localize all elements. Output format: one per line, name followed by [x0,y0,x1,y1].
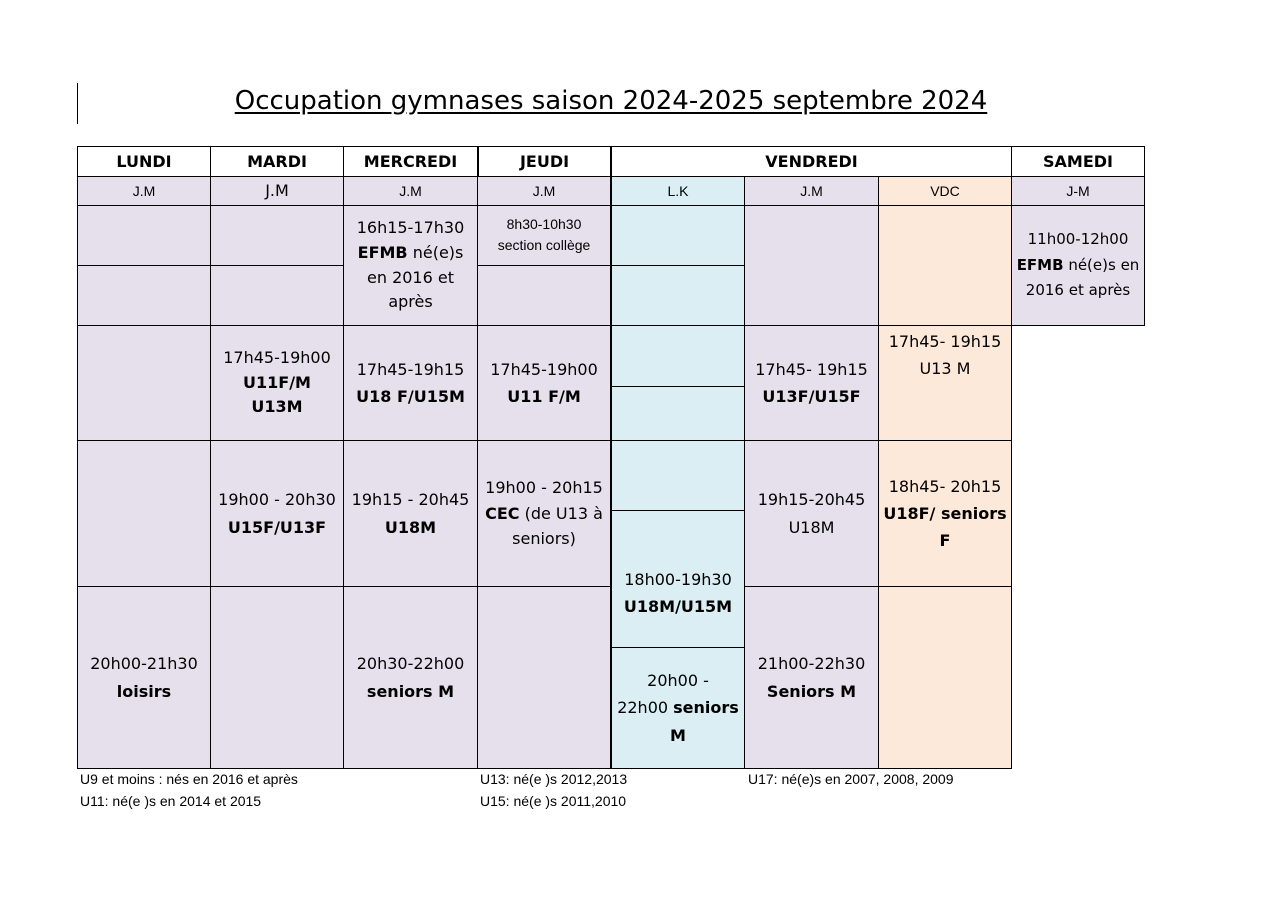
slot-time: 17h45-19h15 [356,359,465,379]
slot-time: 18h00-19h30 [624,569,732,589]
slot-team-rest: né(e)s en [1063,255,1140,274]
slot-empty [744,205,879,326]
slot-samedi-efmb [1011,205,1145,326]
slot-team: U11F/M [243,372,311,392]
slot-empty [878,205,1012,326]
slot-time: 20h30-22h00 [356,654,465,674]
gym-mercredi: J.M [343,176,478,206]
slot-empty [610,325,745,387]
gym-lundi: J.M [77,176,211,206]
slot-empty [77,440,211,587]
slot-time: 20h00 - [647,671,709,691]
slot-extra: seniors) [512,529,576,549]
slot-jeudi-college [477,205,611,266]
slot-empty [77,325,211,441]
slot-time: 17h45-19h00 [223,347,331,367]
slot-empty [477,265,611,326]
slot-extra: F [939,531,951,551]
slot-lundi-loisirs [77,586,211,769]
slot-extra: en 2016 et [367,267,454,287]
slot-team-line [1017,253,1140,279]
gym-vendredi-lk: L.K [610,176,745,206]
slot-team: U18F/ seniors [883,503,1007,523]
slot-time: 19h00 - 20h15 [485,478,603,498]
slot-vendredi-seniors [744,586,879,769]
slot-team: EFMB [1016,255,1064,274]
slot-team: U18M/U15M [623,597,733,616]
slot-team: U18 F/U15M [356,387,465,406]
slot-jeudi-cec [477,440,611,587]
slot-team: seniors M [366,681,455,701]
slot-extra: U13M [251,397,303,417]
slot-vendredi-u18m [744,440,879,587]
slot-team: CEC [485,503,520,523]
slot-time: 17h45- 19h15 [755,359,868,379]
gym-jeudi: J.M [477,176,611,206]
gym-mardi: J.M [210,176,344,206]
slot-mercredi-u18m [343,440,478,587]
slot-mercredi-efmb [343,205,478,326]
slot-time: 19h15-20h45 [757,490,866,510]
slot-team-rest: (de U13 à [519,503,603,523]
slot-mardi-u15 [210,440,344,587]
gym-vendredi-jm: J.M [744,176,879,206]
slot-jeudi-u11 [477,325,611,441]
slot-mardi-u11 [210,325,344,441]
slot-team: section collège [497,237,591,253]
slot-mercredi-seniors [343,586,478,769]
slot-lk-u18m [610,510,745,648]
slot-team-line [358,241,464,266]
legend-u15: U15: né(e )s 2011,2010 [480,793,627,809]
slot-empty [77,205,211,266]
slot-time: 17h45-19h00 [490,359,598,379]
slot-team: Seniors M [766,681,857,701]
slot-mercredi-u18 [343,325,478,441]
slot-empty [210,586,344,769]
gym-samedi: J-M [1011,176,1145,206]
slot-team-line [485,501,603,527]
legend-u9: U9 et moins : nés en 2016 et après [80,771,298,787]
gym-vendredi-vdc: VDC [878,176,1012,206]
slot-empty [610,205,745,266]
slot-time: 20h00-21h30 [90,654,198,674]
slot-team: U11 F/M [507,387,581,406]
slot-time: 11h00-12h00 [1027,230,1129,249]
legend-u17: U17: né(e)s en 2007, 2008, 2009 [748,771,954,787]
slot-empty [210,265,344,326]
slot-extra: 2016 et après [1025,281,1131,300]
slot-time: 16h15-17h30 [356,217,465,237]
slot-empty [610,265,745,326]
header-vendredi: VENDREDI [610,146,1012,177]
slot-team: U18M [384,517,437,537]
slot-vendredi-u13f [744,325,879,441]
slot-empty [477,586,611,769]
legend-u13: U13: né(e )s 2012,2013 [480,771,628,787]
slot-empty [878,586,1012,769]
slot-extra: après [388,292,433,312]
slot-time: 19h15 - 20h45 [351,490,470,510]
slot-empty [610,386,745,441]
slot-team-rest: né(e)s [407,242,464,262]
slot-time: 19h00 - 20h30 [218,490,336,510]
header-jeudi: JEUDI [477,146,611,177]
slot-team: U15F/U13F [227,517,327,537]
slot-team: loisirs [116,681,172,701]
slot-team: U18M [788,517,835,537]
slot-team: U13 M [919,359,971,379]
page-title: Occupation gymnases saison 2024-2025 septembre 2024 [234,86,988,116]
header-mardi: MARDI [210,146,344,177]
slot-time: 18h45- 20h15 [888,476,1002,496]
slot-team: U13F/U15F [762,387,861,406]
slot-time: 8h30-10h30 [506,216,582,232]
slot-vdc-u13m [878,325,1012,441]
slot-empty [210,205,344,266]
slot-vdc-u18f [878,440,1012,587]
header-samedi: SAMEDI [1011,146,1145,177]
header-mercredi: MERCREDI [343,146,478,177]
slot-empty [610,440,745,511]
slot-time-end: 22h00 [617,698,669,718]
slot-time: 17h45- 19h15 [888,332,1002,351]
slot-lk-seniors [610,647,745,769]
slot-team-line [617,694,739,721]
header-lundi: LUNDI [77,146,211,177]
slot-time: 21h00-22h30 [757,654,866,674]
slot-extra: M [670,725,686,745]
slot-empty [77,265,211,326]
slot-team: EFMB [357,242,408,262]
legend-u11: U11: né(e )s en 2014 et 2015 [80,793,262,809]
slot-team: seniors [673,698,739,718]
